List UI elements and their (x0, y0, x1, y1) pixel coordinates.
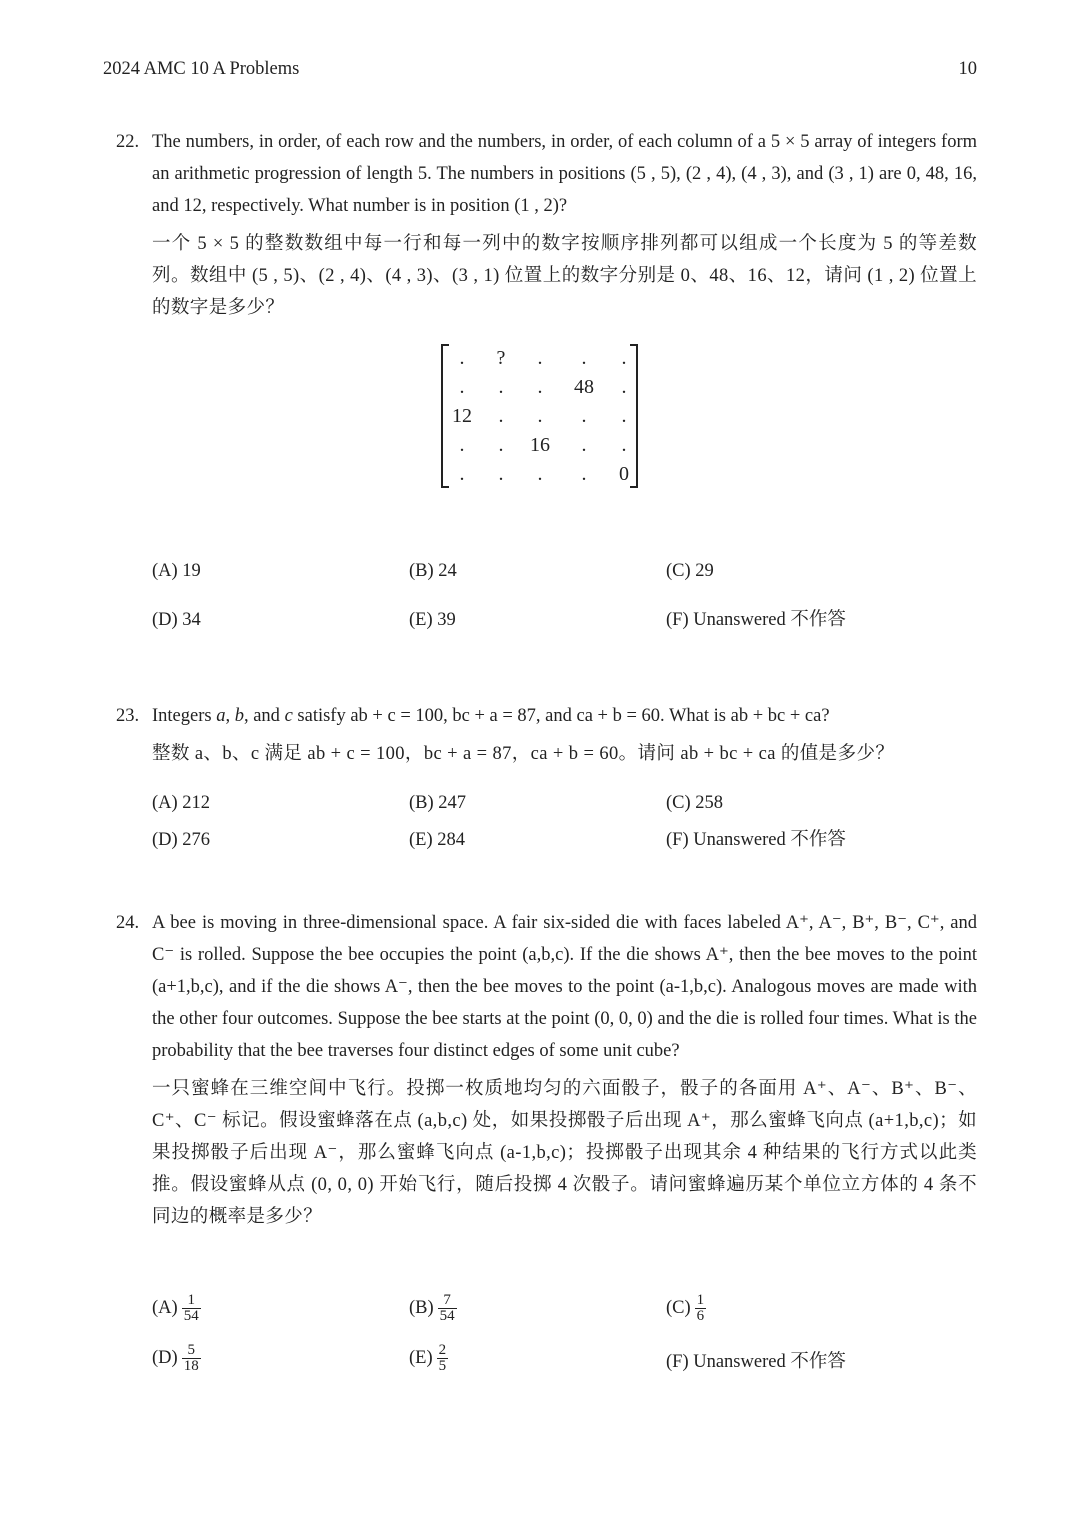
fraction: $\frac{1}{54}$ (183, 1292, 199, 1324)
fraction: $\frac{1}{6}$ (696, 1292, 705, 1324)
page-number: 10 (958, 59, 977, 79)
matrix-cell: 0 (619, 463, 629, 485)
fraction: $\frac{2}{5}$ (438, 1342, 447, 1374)
matrix-cell: . (621, 434, 627, 456)
problem-24 (116, 907, 977, 1233)
matrix-cell: . (498, 376, 504, 398)
choice-d[interactable]: (D) 34 (152, 610, 201, 630)
problem-text-en: The numbers, in order, of each row and the numbers, in order, of each column of a 5 × 5 array of integers form an arithmetic progression of length 5. The numbers in positions (5 , 5), (2 , 4), (4 , 3), and (3 , 1) are 0, 48, 16, and 12, respectively. What number is in position (1 , 2)? (152, 132, 977, 216)
matrix-cell: . (537, 347, 543, 369)
matrix-cell: . (459, 463, 465, 485)
problem-24-choices (116, 1293, 977, 1383)
document-title: 2024 AMC 10 A Problems (103, 59, 300, 79)
choice-c[interactable]: (C) 29 (666, 561, 714, 581)
choice-e[interactable]: (E) $\frac{2}{5}$ (409, 1342, 447, 1374)
matrix-cell: . (581, 347, 587, 369)
fraction: $\frac{7}{54}$ (439, 1292, 455, 1324)
problem-23 (116, 700, 977, 770)
problem-text-zh: 一只蜜蜂在三维空间中飞行。投掷一枚质地均匀的六面骰子，骰子的各面用 A⁺、A⁻、B⁺、B⁻、C⁺、C⁻ 标记。假设蜜蜂落在点 (a,b,c) 处，如果投掷骰子后出现 A⁺，那么蜜蜂飞向点 (a+1,b,c)；如果投掷骰子后出现 A⁻，那么蜜蜂飞向点 (a-1,b,c)；投掷骰子出现其余 4 种结果的飞行方式以此类推。假设蜜蜂从点 (0, 0, 0) 开始飞行，随后投掷 4 次骰子。请问蜜蜂遍历某个单位立方体的 4 条不同边的概率是多少？ (152, 1079, 977, 1227)
matrix-cell: 48 (574, 376, 594, 398)
matrix-cell: . (537, 376, 543, 398)
choice-a[interactable]: (A) $\frac{1}{54}$ (152, 1292, 199, 1324)
choice-c[interactable]: (C) 258 (666, 793, 724, 813)
choice-a[interactable]: (A) 19 (152, 561, 201, 581)
problem-22 (116, 126, 977, 324)
problem-number: 24. (116, 913, 140, 933)
number-matrix (441, 344, 638, 488)
fraction: $\frac{5}{18}$ (183, 1342, 199, 1374)
matrix-cell: . (498, 405, 504, 427)
problem-23-choices (116, 789, 977, 859)
choice-b[interactable]: (B) 24 (409, 561, 457, 581)
matrix-cell: . (581, 434, 587, 456)
choice-e[interactable]: (E) 284 (409, 830, 465, 850)
matrix-cell: . (459, 347, 465, 369)
choice-e[interactable]: (E) 39 (409, 610, 456, 630)
problem-text-zh: 一个 5 × 5 的整数数组中每一行和每一列中的数字按顺序排列都可以组成一个长度为 5 的等差数列。数组中 (5 , 5)、(2 , 4)、(4 , 3)、(3 , 1) 位置上的数字分别是 0、48、16、12，请问 (1 , 2) 位置上的数字是多少？ (152, 234, 977, 318)
matrix-cell: . (459, 434, 465, 456)
choice-b[interactable]: (B) $\frac{7}{54}$ (409, 1292, 455, 1324)
choice-f[interactable]: (F) Unanswered 不作答 (666, 830, 846, 850)
matrix-cell: . (498, 434, 504, 456)
matrix-cell: . (581, 463, 587, 485)
matrix-cell: . (537, 405, 543, 427)
problem-number: 22. (116, 132, 140, 152)
problem-22-choices (116, 557, 977, 637)
matrix-cell: . (581, 405, 587, 427)
problem-text-zh: 整数 a、b、c 满足 ab + c = 100，bc + a = 87，ca + b = 60。请问 ab + bc + ca 的值是多少？ (152, 744, 895, 764)
page-header (103, 59, 977, 87)
matrix-cell: . (498, 463, 504, 485)
matrix-cell: . (459, 376, 465, 398)
problem-number: 23. (116, 706, 140, 726)
matrix-cell: . (621, 405, 627, 427)
choice-c[interactable]: (C) $\frac{1}{6}$ (666, 1292, 705, 1324)
choice-d[interactable]: (D) 276 (152, 830, 211, 850)
problem-text-en: Integers a, b, and c satisfy ab + c = 100, bc + a = 87, and ca + b = 60. What is ab + bc + ca? (152, 706, 830, 726)
matrix-cell: . (621, 376, 627, 398)
matrix-cell: . (621, 347, 627, 369)
choice-b[interactable]: (B) 247 (409, 793, 467, 813)
choice-f[interactable]: (F) Unanswered 不作答 (666, 1352, 846, 1372)
matrix-cell: 12 (452, 405, 472, 427)
matrix-cell: ? (496, 347, 506, 369)
choice-d[interactable]: (D) $\frac{5}{18}$ (152, 1342, 199, 1374)
choice-f[interactable]: (F) Unanswered 不作答 (666, 610, 846, 630)
choice-a[interactable]: (A) 212 (152, 793, 211, 813)
matrix-cell: 16 (530, 434, 550, 456)
problem-text-en: A bee is moving in three-dimensional space. A fair six-sided die with faces labeled A⁺, A⁻, B⁺, B⁻, C⁺, and C⁻ is rolled. Suppose the bee occupies the point (a,b,c). If the die shows A⁺, then the bee moves to the point (a+1,b,c), and if the die shows A⁻, then the bee moves to the point (a-1,b,c). Analogous moves are made with the other four outcomes. Suppose the bee starts at the point (0, 0, 0) and the die is rolled four times. What is the probability that the bee traverses four distinct edges of some unit cube? (152, 913, 977, 1061)
matrix-cell: . (537, 463, 543, 485)
